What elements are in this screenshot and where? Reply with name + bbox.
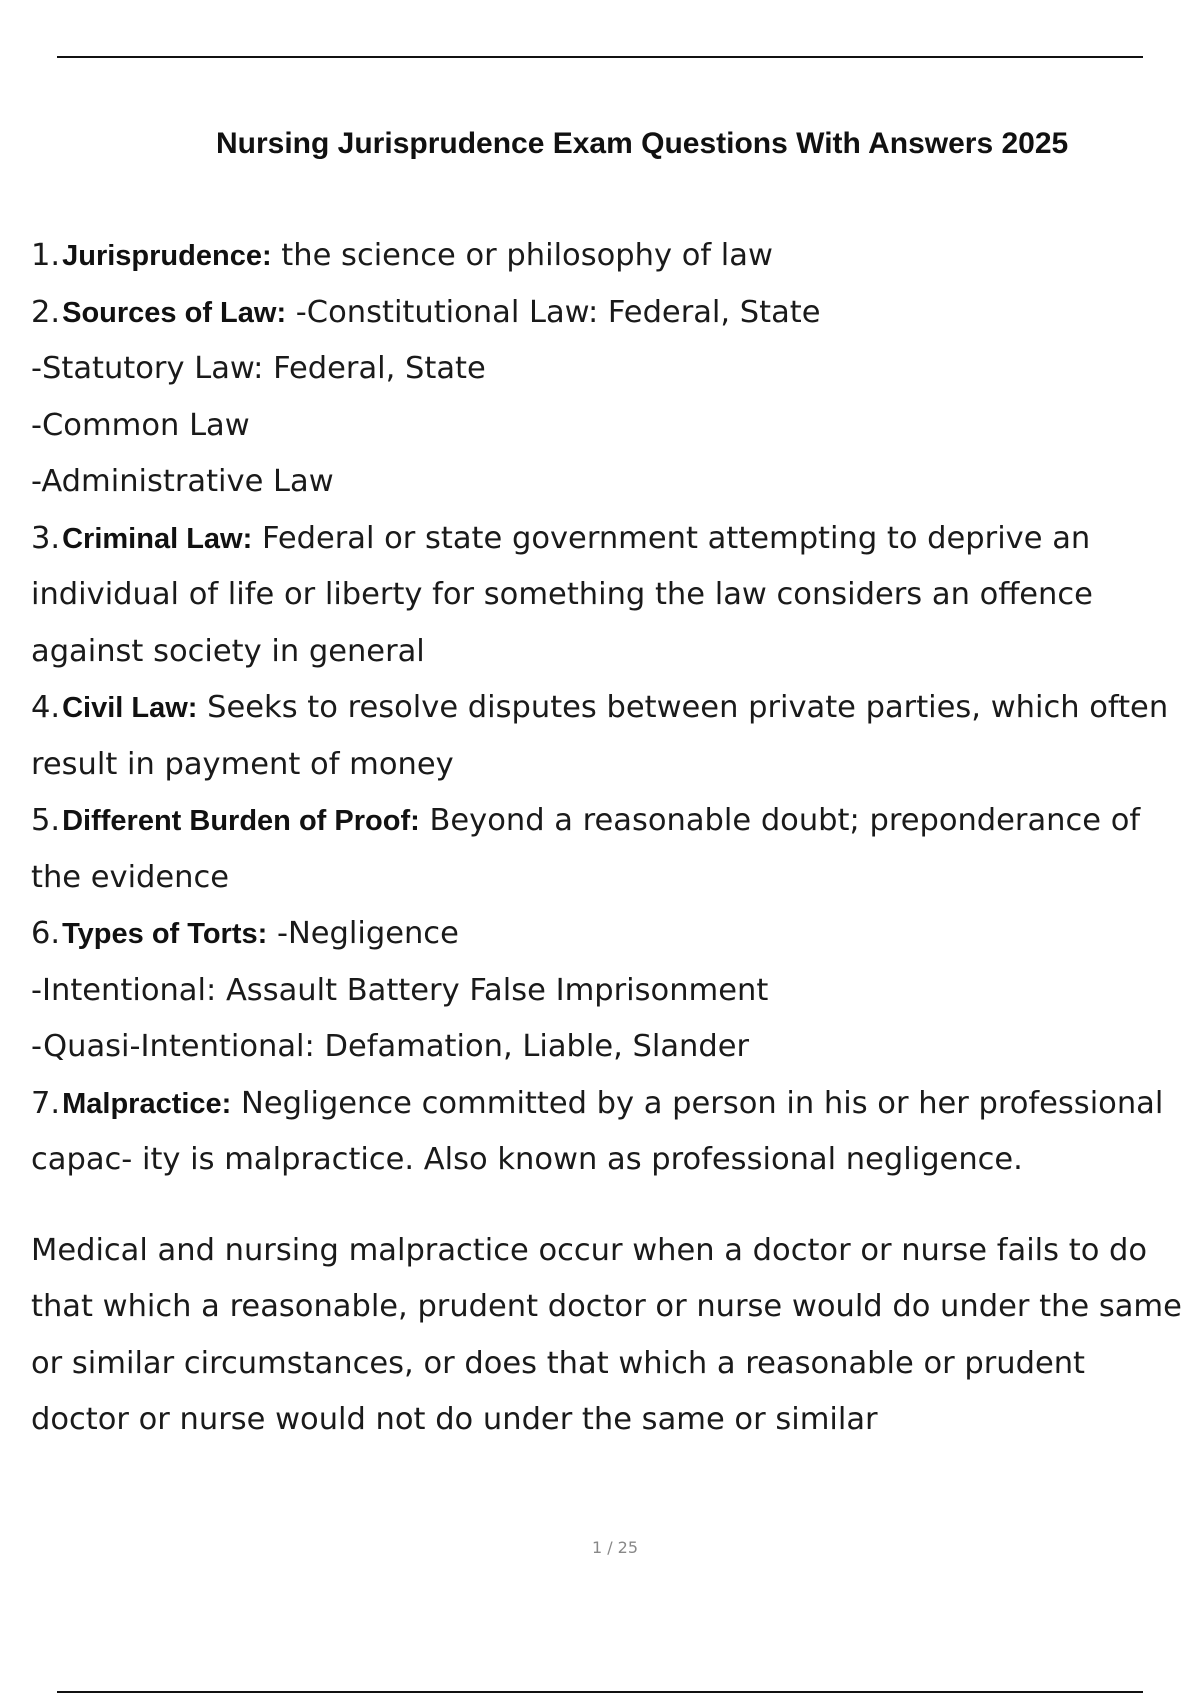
list-item bbox=[31, 680, 1191, 793]
item-number: 4. bbox=[31, 690, 61, 725]
document-title: Nursing Jurisprudence Exam Questions With Answers 2025 bbox=[216, 127, 1069, 160]
item-term: Sources of Law: bbox=[62, 296, 287, 329]
item-term: Malpractice: bbox=[62, 1087, 232, 1120]
item-text: Negligence committed by a person in his or her professional capac- ity is malpractice. Also known as professional negligence. bbox=[31, 1085, 1164, 1177]
item-text: the science or philosophy of law bbox=[271, 238, 773, 273]
list-item bbox=[31, 906, 1191, 963]
item-text: Beyond a reasonable doubt; preponderance of the evidence bbox=[31, 803, 1141, 895]
item-number: 2. bbox=[31, 294, 61, 330]
document-body bbox=[31, 228, 1191, 1449]
item-text: -Constitutional Law: Federal, State bbox=[286, 294, 821, 330]
list-subline: -Common Law bbox=[31, 407, 250, 443]
bottom-rule bbox=[57, 1691, 1143, 1693]
page-number: 1 / 25 bbox=[591, 1538, 639, 1557]
item-text: -Negligence bbox=[267, 916, 459, 951]
list-item bbox=[31, 285, 1191, 342]
list-subline: -Quasi-Intentional: Defamation, Liable, Slander bbox=[31, 1029, 750, 1064]
item-term: Criminal Law: bbox=[62, 522, 253, 555]
list-item bbox=[31, 1076, 1191, 1189]
item-term: Different Burden of Proof: bbox=[62, 805, 420, 837]
item-term: Types of Torts: bbox=[62, 918, 268, 950]
list-subline: -Administrative Law bbox=[31, 464, 334, 499]
item-term: Civil Law: bbox=[62, 692, 198, 724]
item-term: Jurisprudence: bbox=[62, 240, 272, 272]
item-text: Seeks to resolve disputes between private parties, which often result in payment of money bbox=[31, 690, 1169, 782]
top-rule bbox=[57, 56, 1143, 58]
list-item bbox=[31, 793, 1191, 906]
list-subline: -Intentional: Assault Battery False Imprisonment bbox=[31, 972, 769, 1008]
item-number: 3. bbox=[31, 520, 61, 556]
item-number: 6. bbox=[31, 916, 61, 951]
list-subline: -Statutory Law: Federal, State bbox=[31, 351, 486, 386]
item-text: Federal or state government attempting to deprive an individual of life or liberty for something the law considers an offence against society in general bbox=[31, 520, 1093, 669]
item-number: 7. bbox=[31, 1085, 61, 1121]
list-item bbox=[31, 511, 1191, 681]
item-number: 5. bbox=[31, 803, 61, 838]
body-paragraph: Medical and nursing malpractice occur when a doctor or nurse fails to do that which a reasonable, prudent doctor or nurse would do under the same or similar circumstances, or does that which a reasonable or prudent doctor or nurse would not do under the same or similar bbox=[31, 1232, 1182, 1437]
item-number: 1. bbox=[31, 238, 61, 273]
list-item bbox=[31, 228, 1191, 285]
